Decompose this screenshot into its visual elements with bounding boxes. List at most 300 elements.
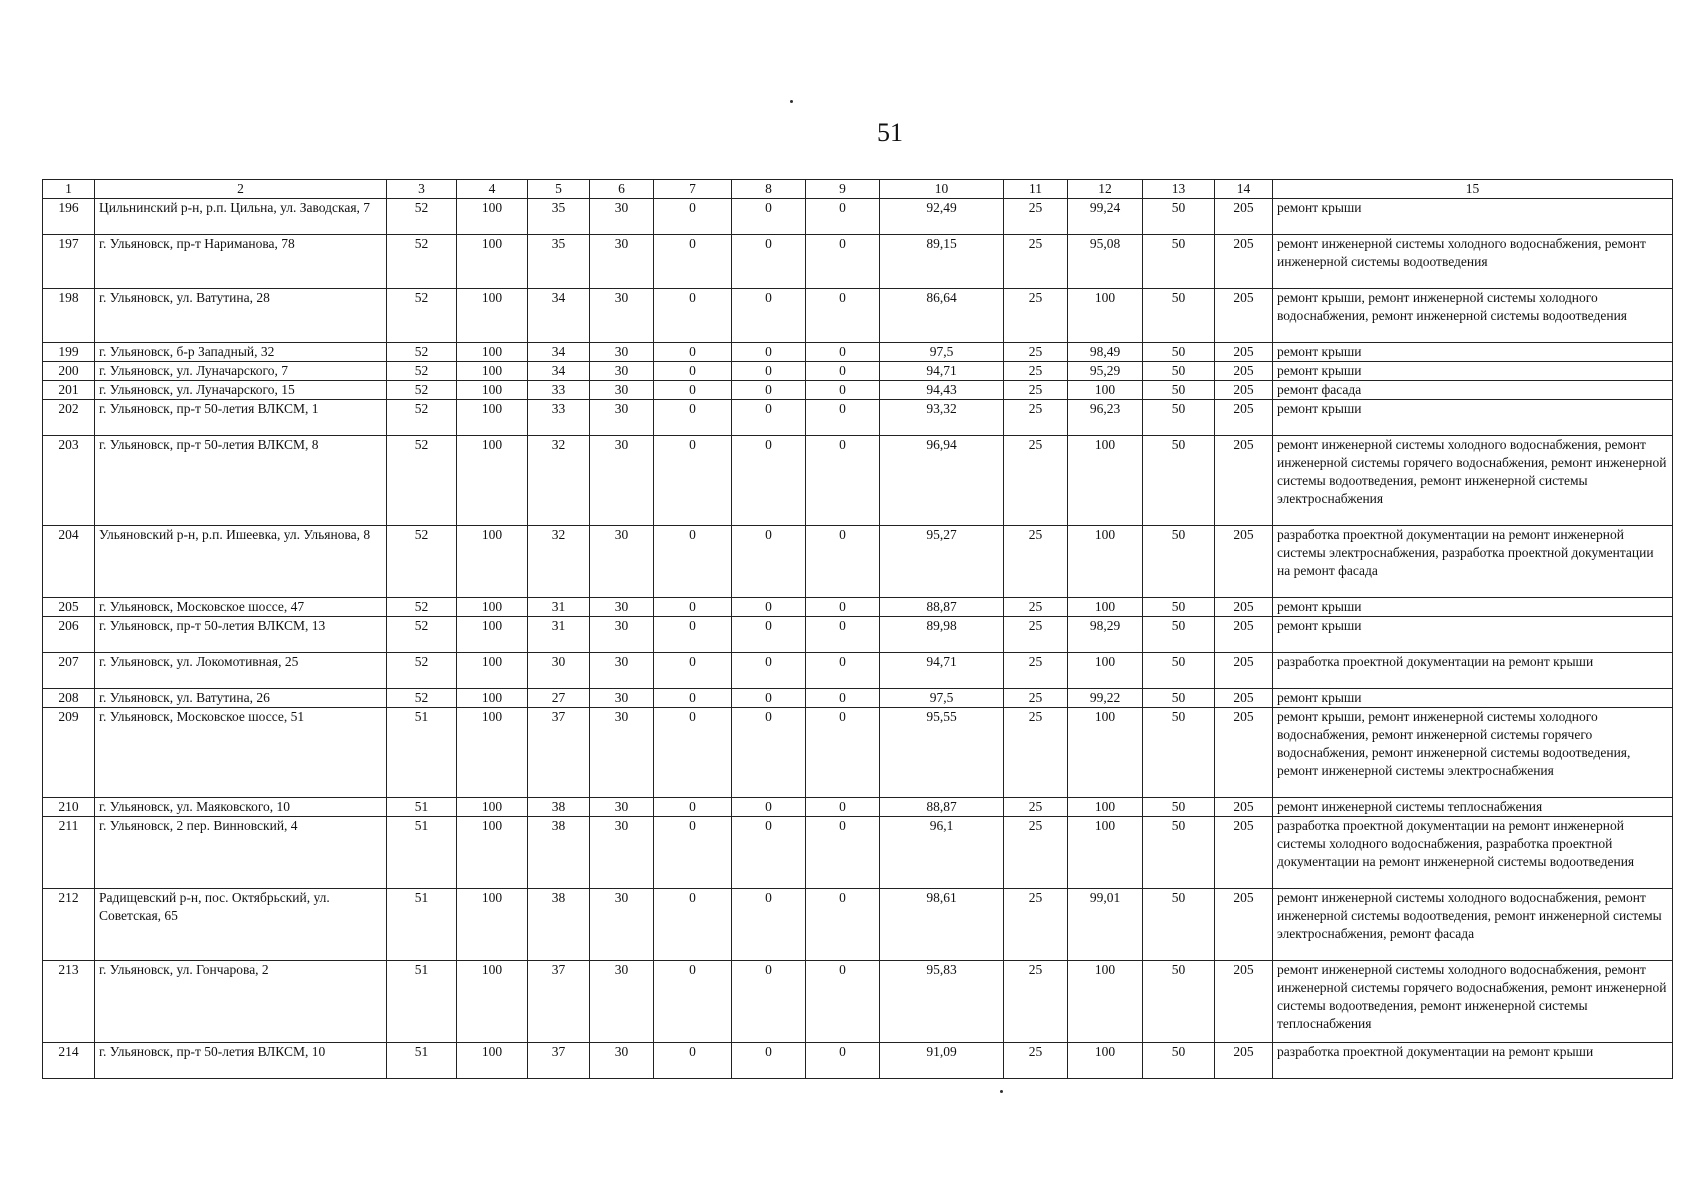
column-header: 11 — [1004, 180, 1068, 199]
value-cell-c3: 52 — [387, 436, 457, 526]
address-cell: г. Ульяновск, б-р Западный, 32 — [95, 343, 387, 362]
value-cell-c10: 93,32 — [880, 400, 1004, 436]
row-number-cell: 207 — [43, 653, 95, 689]
value-cell-c9: 0 — [806, 708, 880, 798]
table-body — [43, 199, 1673, 1079]
value-cell-c13: 50 — [1143, 381, 1215, 400]
address-cell: г. Ульяновск, ул. Луначарского, 15 — [95, 381, 387, 400]
value-cell-c6: 30 — [590, 199, 654, 235]
address-cell: Радищевский р-н, пос. Октябрьский, ул. Советская, 65 — [95, 889, 387, 961]
value-cell-c7: 0 — [654, 961, 732, 1043]
value-cell-c6: 30 — [590, 689, 654, 708]
value-cell-c5: 38 — [528, 817, 590, 889]
column-header: 15 — [1273, 180, 1673, 199]
value-cell-c3: 51 — [387, 961, 457, 1043]
row-number-cell: 200 — [43, 362, 95, 381]
value-cell-c9: 0 — [806, 343, 880, 362]
value-cell-c12: 96,23 — [1068, 400, 1143, 436]
table-row — [43, 961, 1673, 1043]
row-number-cell: 210 — [43, 798, 95, 817]
value-cell-c10: 97,5 — [880, 343, 1004, 362]
works-cell: разработка проектной документации на ремонт крыши — [1273, 1043, 1673, 1079]
value-cell-c5: 35 — [528, 199, 590, 235]
value-cell-c10: 86,64 — [880, 289, 1004, 343]
value-cell-c12: 100 — [1068, 798, 1143, 817]
value-cell-c7: 0 — [654, 817, 732, 889]
column-header: 1 — [43, 180, 95, 199]
value-cell-c11: 25 — [1004, 400, 1068, 436]
value-cell-c4: 100 — [457, 343, 528, 362]
address-cell: г. Ульяновск, пр-т 50-летия ВЛКСМ, 10 — [95, 1043, 387, 1079]
scan-speck — [790, 100, 793, 103]
value-cell-c5: 38 — [528, 798, 590, 817]
value-cell-c9: 0 — [806, 798, 880, 817]
value-cell-c7: 0 — [654, 343, 732, 362]
value-cell-c4: 100 — [457, 653, 528, 689]
value-cell-c14: 205 — [1215, 199, 1273, 235]
table-row — [43, 289, 1673, 343]
table-row — [43, 381, 1673, 400]
value-cell-c13: 50 — [1143, 362, 1215, 381]
value-cell-c9: 0 — [806, 598, 880, 617]
value-cell-c9: 0 — [806, 526, 880, 598]
value-cell-c14: 205 — [1215, 381, 1273, 400]
table-row — [43, 653, 1673, 689]
value-cell-c14: 205 — [1215, 653, 1273, 689]
value-cell-c13: 50 — [1143, 1043, 1215, 1079]
row-number-cell: 213 — [43, 961, 95, 1043]
row-number-cell: 209 — [43, 708, 95, 798]
table-row — [43, 235, 1673, 289]
value-cell-c5: 31 — [528, 617, 590, 653]
value-cell-c5: 32 — [528, 436, 590, 526]
value-cell-c11: 25 — [1004, 199, 1068, 235]
address-cell: г. Ульяновск, пр-т Нариманова, 78 — [95, 235, 387, 289]
column-header: 8 — [732, 180, 806, 199]
value-cell-c11: 25 — [1004, 689, 1068, 708]
value-cell-c5: 34 — [528, 362, 590, 381]
works-cell: ремонт инженерной системы холодного водоснабжения, ремонт инженерной системы горячего водоснабжения, ремонт инженерной системы водоотведения, ремонт инженерной системы теплоснабжения — [1273, 961, 1673, 1043]
table-row — [43, 598, 1673, 617]
address-cell: г. Ульяновск, пр-т 50-летия ВЛКСМ, 8 — [95, 436, 387, 526]
value-cell-c14: 205 — [1215, 889, 1273, 961]
value-cell-c10: 88,87 — [880, 798, 1004, 817]
value-cell-c5: 38 — [528, 889, 590, 961]
value-cell-c12: 100 — [1068, 1043, 1143, 1079]
value-cell-c8: 0 — [732, 343, 806, 362]
value-cell-c4: 100 — [457, 817, 528, 889]
value-cell-c12: 95,08 — [1068, 235, 1143, 289]
value-cell-c14: 205 — [1215, 708, 1273, 798]
value-cell-c3: 52 — [387, 362, 457, 381]
row-number-cell: 202 — [43, 400, 95, 436]
value-cell-c7: 0 — [654, 689, 732, 708]
column-header: 10 — [880, 180, 1004, 199]
works-cell: ремонт крыши, ремонт инженерной системы холодного водоснабжения, ремонт инженерной системы горячего водоснабжения, ремонт инженерной системы водоотведения, ремонт инженерной системы электроснабжения — [1273, 708, 1673, 798]
value-cell-c10: 95,55 — [880, 708, 1004, 798]
value-cell-c6: 30 — [590, 817, 654, 889]
value-cell-c10: 96,1 — [880, 817, 1004, 889]
value-cell-c12: 95,29 — [1068, 362, 1143, 381]
value-cell-c13: 50 — [1143, 817, 1215, 889]
value-cell-c3: 52 — [387, 400, 457, 436]
value-cell-c12: 98,49 — [1068, 343, 1143, 362]
value-cell-c14: 205 — [1215, 598, 1273, 617]
value-cell-c14: 205 — [1215, 400, 1273, 436]
value-cell-c7: 0 — [654, 889, 732, 961]
works-cell: разработка проектной документации на ремонт крыши — [1273, 653, 1673, 689]
value-cell-c4: 100 — [457, 400, 528, 436]
value-cell-c4: 100 — [457, 289, 528, 343]
column-header: 13 — [1143, 180, 1215, 199]
value-cell-c11: 25 — [1004, 598, 1068, 617]
value-cell-c4: 100 — [457, 598, 528, 617]
value-cell-c4: 100 — [457, 689, 528, 708]
row-number-cell: 197 — [43, 235, 95, 289]
value-cell-c5: 31 — [528, 598, 590, 617]
value-cell-c4: 100 — [457, 362, 528, 381]
value-cell-c6: 30 — [590, 889, 654, 961]
value-cell-c13: 50 — [1143, 961, 1215, 1043]
value-cell-c10: 97,5 — [880, 689, 1004, 708]
column-header: 5 — [528, 180, 590, 199]
table-row — [43, 1043, 1673, 1079]
value-cell-c14: 205 — [1215, 817, 1273, 889]
value-cell-c14: 205 — [1215, 689, 1273, 708]
address-cell: г. Ульяновск, ул. Ватутина, 26 — [95, 689, 387, 708]
value-cell-c9: 0 — [806, 199, 880, 235]
table-row — [43, 889, 1673, 961]
row-number-cell: 214 — [43, 1043, 95, 1079]
address-cell: г. Ульяновск, ул. Гончарова, 2 — [95, 961, 387, 1043]
column-header: 12 — [1068, 180, 1143, 199]
table-row — [43, 343, 1673, 362]
value-cell-c6: 30 — [590, 362, 654, 381]
value-cell-c8: 0 — [732, 598, 806, 617]
value-cell-c12: 99,24 — [1068, 199, 1143, 235]
value-cell-c14: 205 — [1215, 289, 1273, 343]
value-cell-c12: 100 — [1068, 289, 1143, 343]
address-cell: г. Ульяновск, ул. Луначарского, 7 — [95, 362, 387, 381]
column-header: 2 — [95, 180, 387, 199]
works-cell: ремонт крыши — [1273, 617, 1673, 653]
value-cell-c6: 30 — [590, 289, 654, 343]
value-cell-c12: 99,22 — [1068, 689, 1143, 708]
table-row — [43, 798, 1673, 817]
value-cell-c7: 0 — [654, 526, 732, 598]
value-cell-c12: 99,01 — [1068, 889, 1143, 961]
value-cell-c7: 0 — [654, 381, 732, 400]
value-cell-c13: 50 — [1143, 708, 1215, 798]
value-cell-c8: 0 — [732, 961, 806, 1043]
value-cell-c10: 89,98 — [880, 617, 1004, 653]
value-cell-c6: 30 — [590, 708, 654, 798]
value-cell-c3: 52 — [387, 598, 457, 617]
value-cell-c11: 25 — [1004, 817, 1068, 889]
value-cell-c4: 100 — [457, 381, 528, 400]
value-cell-c6: 30 — [590, 653, 654, 689]
value-cell-c4: 100 — [457, 199, 528, 235]
address-cell: г. Ульяновск, ул. Ватутина, 28 — [95, 289, 387, 343]
value-cell-c5: 33 — [528, 381, 590, 400]
row-number-cell: 203 — [43, 436, 95, 526]
value-cell-c11: 25 — [1004, 617, 1068, 653]
value-cell-c5: 34 — [528, 289, 590, 343]
address-cell: г. Ульяновск, пр-т 50-летия ВЛКСМ, 1 — [95, 400, 387, 436]
value-cell-c7: 0 — [654, 708, 732, 798]
row-number-cell: 206 — [43, 617, 95, 653]
value-cell-c3: 52 — [387, 235, 457, 289]
value-cell-c8: 0 — [732, 889, 806, 961]
address-cell: Ульяновский р-н, р.п. Ишеевка, ул. Ульянова, 8 — [95, 526, 387, 598]
value-cell-c5: 35 — [528, 235, 590, 289]
value-cell-c11: 25 — [1004, 889, 1068, 961]
value-cell-c13: 50 — [1143, 653, 1215, 689]
value-cell-c7: 0 — [654, 598, 732, 617]
value-cell-c12: 100 — [1068, 436, 1143, 526]
value-cell-c8: 0 — [732, 289, 806, 343]
header-row — [43, 180, 1673, 199]
value-cell-c11: 25 — [1004, 362, 1068, 381]
value-cell-c9: 0 — [806, 436, 880, 526]
table-row — [43, 362, 1673, 381]
value-cell-c10: 96,94 — [880, 436, 1004, 526]
value-cell-c13: 50 — [1143, 889, 1215, 961]
column-header: 3 — [387, 180, 457, 199]
works-cell: ремонт инженерной системы холодного водоснабжения, ремонт инженерной системы водоотведения, ремонт инженерной системы электроснабжения, ремонт фасада — [1273, 889, 1673, 961]
value-cell-c7: 0 — [654, 235, 732, 289]
value-cell-c5: 37 — [528, 1043, 590, 1079]
works-cell: ремонт инженерной системы теплоснабжения — [1273, 798, 1673, 817]
works-cell: разработка проектной документации на ремонт инженерной системы холодного водоснабжения, разработка проектной документации на ремонт инженерной системы водоотведения — [1273, 817, 1673, 889]
value-cell-c8: 0 — [732, 817, 806, 889]
value-cell-c9: 0 — [806, 381, 880, 400]
value-cell-c14: 205 — [1215, 617, 1273, 653]
value-cell-c9: 0 — [806, 961, 880, 1043]
column-header: 9 — [806, 180, 880, 199]
value-cell-c11: 25 — [1004, 343, 1068, 362]
value-cell-c7: 0 — [654, 1043, 732, 1079]
table-row — [43, 436, 1673, 526]
housing-repair-table — [42, 179, 1673, 1079]
value-cell-c7: 0 — [654, 362, 732, 381]
value-cell-c3: 51 — [387, 889, 457, 961]
value-cell-c12: 100 — [1068, 653, 1143, 689]
value-cell-c3: 51 — [387, 817, 457, 889]
value-cell-c8: 0 — [732, 526, 806, 598]
value-cell-c3: 52 — [387, 289, 457, 343]
value-cell-c14: 205 — [1215, 343, 1273, 362]
value-cell-c4: 100 — [457, 798, 528, 817]
table-row — [43, 400, 1673, 436]
value-cell-c12: 98,29 — [1068, 617, 1143, 653]
value-cell-c5: 30 — [528, 653, 590, 689]
value-cell-c13: 50 — [1143, 400, 1215, 436]
value-cell-c11: 25 — [1004, 381, 1068, 400]
value-cell-c6: 30 — [590, 598, 654, 617]
address-cell: Цильнинский р-н, р.п. Цильна, ул. Заводская, 7 — [95, 199, 387, 235]
value-cell-c7: 0 — [654, 436, 732, 526]
table-row — [43, 689, 1673, 708]
value-cell-c4: 100 — [457, 526, 528, 598]
value-cell-c3: 52 — [387, 617, 457, 653]
value-cell-c8: 0 — [732, 617, 806, 653]
value-cell-c4: 100 — [457, 436, 528, 526]
value-cell-c10: 98,61 — [880, 889, 1004, 961]
value-cell-c6: 30 — [590, 617, 654, 653]
value-cell-c8: 0 — [732, 708, 806, 798]
works-cell: ремонт крыши, ремонт инженерной системы холодного водоснабжения, ремонт инженерной системы водоотведения — [1273, 289, 1673, 343]
value-cell-c13: 50 — [1143, 689, 1215, 708]
value-cell-c11: 25 — [1004, 289, 1068, 343]
value-cell-c12: 100 — [1068, 598, 1143, 617]
value-cell-c13: 50 — [1143, 798, 1215, 817]
value-cell-c10: 94,71 — [880, 362, 1004, 381]
value-cell-c4: 100 — [457, 708, 528, 798]
table-row — [43, 617, 1673, 653]
value-cell-c11: 25 — [1004, 653, 1068, 689]
table-row — [43, 199, 1673, 235]
value-cell-c12: 100 — [1068, 817, 1143, 889]
row-number-cell: 196 — [43, 199, 95, 235]
value-cell-c3: 51 — [387, 708, 457, 798]
value-cell-c9: 0 — [806, 889, 880, 961]
address-cell: г. Ульяновск, ул. Локомотивная, 25 — [95, 653, 387, 689]
column-header: 7 — [654, 180, 732, 199]
value-cell-c11: 25 — [1004, 961, 1068, 1043]
value-cell-c9: 0 — [806, 617, 880, 653]
table-row — [43, 526, 1673, 598]
column-header: 14 — [1215, 180, 1273, 199]
value-cell-c14: 205 — [1215, 1043, 1273, 1079]
value-cell-c6: 30 — [590, 343, 654, 362]
value-cell-c8: 0 — [732, 400, 806, 436]
value-cell-c3: 51 — [387, 1043, 457, 1079]
value-cell-c8: 0 — [732, 381, 806, 400]
value-cell-c7: 0 — [654, 289, 732, 343]
value-cell-c7: 0 — [654, 653, 732, 689]
value-cell-c4: 100 — [457, 889, 528, 961]
value-cell-c8: 0 — [732, 436, 806, 526]
value-cell-c8: 0 — [732, 1043, 806, 1079]
value-cell-c10: 89,15 — [880, 235, 1004, 289]
value-cell-c10: 91,09 — [880, 1043, 1004, 1079]
value-cell-c13: 50 — [1143, 436, 1215, 526]
works-cell: ремонт крыши — [1273, 343, 1673, 362]
value-cell-c14: 205 — [1215, 235, 1273, 289]
works-cell: ремонт крыши — [1273, 400, 1673, 436]
row-number-cell: 204 — [43, 526, 95, 598]
works-cell: ремонт крыши — [1273, 689, 1673, 708]
value-cell-c14: 205 — [1215, 436, 1273, 526]
value-cell-c9: 0 — [806, 689, 880, 708]
value-cell-c12: 100 — [1068, 708, 1143, 798]
value-cell-c13: 50 — [1143, 526, 1215, 598]
value-cell-c9: 0 — [806, 653, 880, 689]
value-cell-c3: 52 — [387, 653, 457, 689]
value-cell-c12: 100 — [1068, 381, 1143, 400]
value-cell-c3: 52 — [387, 199, 457, 235]
value-cell-c6: 30 — [590, 526, 654, 598]
scan-speck — [1000, 1090, 1003, 1093]
value-cell-c6: 30 — [590, 798, 654, 817]
value-cell-c3: 51 — [387, 798, 457, 817]
value-cell-c3: 52 — [387, 343, 457, 362]
address-cell: г. Ульяновск, 2 пер. Винновский, 4 — [95, 817, 387, 889]
value-cell-c13: 50 — [1143, 617, 1215, 653]
value-cell-c8: 0 — [732, 235, 806, 289]
works-cell: ремонт фасада — [1273, 381, 1673, 400]
value-cell-c6: 30 — [590, 436, 654, 526]
value-cell-c6: 30 — [590, 1043, 654, 1079]
value-cell-c7: 0 — [654, 617, 732, 653]
row-number-cell: 211 — [43, 817, 95, 889]
row-number-cell: 212 — [43, 889, 95, 961]
value-cell-c10: 92,49 — [880, 199, 1004, 235]
works-cell: разработка проектной документации на ремонт инженерной системы электроснабжения, разработка проектной документации на ремонт фасада — [1273, 526, 1673, 598]
row-number-cell: 198 — [43, 289, 95, 343]
value-cell-c8: 0 — [732, 199, 806, 235]
value-cell-c13: 50 — [1143, 598, 1215, 617]
value-cell-c12: 100 — [1068, 961, 1143, 1043]
row-number-cell: 199 — [43, 343, 95, 362]
value-cell-c3: 52 — [387, 689, 457, 708]
works-cell: ремонт крыши — [1273, 362, 1673, 381]
value-cell-c4: 100 — [457, 1043, 528, 1079]
value-cell-c9: 0 — [806, 400, 880, 436]
value-cell-c9: 0 — [806, 289, 880, 343]
value-cell-c14: 205 — [1215, 362, 1273, 381]
works-cell: ремонт инженерной системы холодного водоснабжения, ремонт инженерной системы водоотведения — [1273, 235, 1673, 289]
row-number-cell: 205 — [43, 598, 95, 617]
value-cell-c6: 30 — [590, 381, 654, 400]
table-row — [43, 708, 1673, 798]
value-cell-c5: 33 — [528, 400, 590, 436]
value-cell-c8: 0 — [732, 362, 806, 381]
row-number-cell: 208 — [43, 689, 95, 708]
value-cell-c13: 50 — [1143, 289, 1215, 343]
value-cell-c9: 0 — [806, 1043, 880, 1079]
value-cell-c11: 25 — [1004, 436, 1068, 526]
value-cell-c10: 94,43 — [880, 381, 1004, 400]
value-cell-c8: 0 — [732, 689, 806, 708]
value-cell-c9: 0 — [806, 817, 880, 889]
value-cell-c5: 27 — [528, 689, 590, 708]
value-cell-c8: 0 — [732, 653, 806, 689]
value-cell-c3: 52 — [387, 381, 457, 400]
value-cell-c5: 37 — [528, 961, 590, 1043]
value-cell-c14: 205 — [1215, 798, 1273, 817]
value-cell-c7: 0 — [654, 400, 732, 436]
row-number-cell: 201 — [43, 381, 95, 400]
value-cell-c11: 25 — [1004, 708, 1068, 798]
value-cell-c14: 205 — [1215, 961, 1273, 1043]
value-cell-c14: 205 — [1215, 526, 1273, 598]
value-cell-c4: 100 — [457, 961, 528, 1043]
page-number: 51 — [877, 118, 903, 147]
works-cell: ремонт крыши — [1273, 199, 1673, 235]
value-cell-c12: 100 — [1068, 526, 1143, 598]
value-cell-c5: 34 — [528, 343, 590, 362]
value-cell-c13: 50 — [1143, 343, 1215, 362]
value-cell-c3: 52 — [387, 526, 457, 598]
works-cell: ремонт инженерной системы холодного водоснабжения, ремонт инженерной системы горячего водоснабжения, ремонт инженерной системы водоотведения, ремонт инженерной системы электроснабжения — [1273, 436, 1673, 526]
value-cell-c11: 25 — [1004, 798, 1068, 817]
value-cell-c11: 25 — [1004, 526, 1068, 598]
value-cell-c13: 50 — [1143, 235, 1215, 289]
value-cell-c4: 100 — [457, 617, 528, 653]
value-cell-c11: 25 — [1004, 1043, 1068, 1079]
